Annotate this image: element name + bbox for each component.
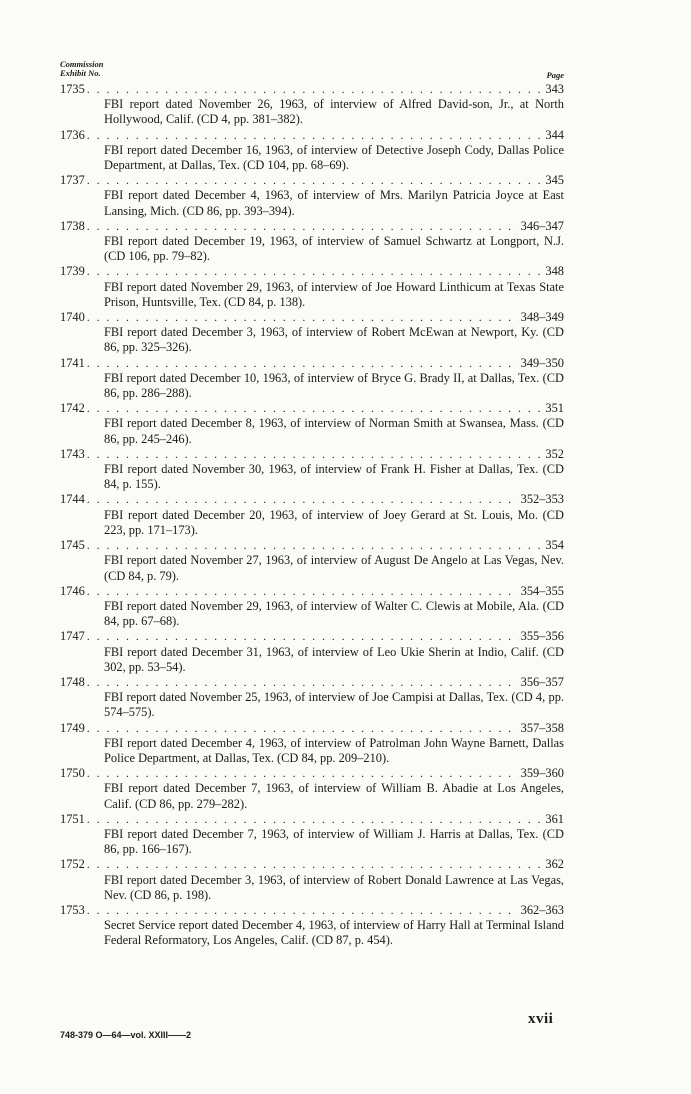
exhibit-number: 1738 xyxy=(60,218,85,233)
exhibit-entry xyxy=(60,857,564,903)
exhibit-number: 1739 xyxy=(60,264,85,279)
exhibit-description: FBI report dated December 8, 1963, of interview of Norman Smith at Swansea, Mass. (CD 86, pp. 245–246). xyxy=(104,416,564,446)
exhibit-number: 1748 xyxy=(60,674,85,689)
entry-leader-line xyxy=(60,629,564,644)
entry-leader-line xyxy=(60,128,564,143)
exhibit-description: Secret Service report dated December 4, 1963, of interview of Harry Hall at Terminal Island Federal Reformatory, Los Angeles, Calif. (CD 87, p. 454). xyxy=(104,918,564,948)
exhibit-number: 1744 xyxy=(60,492,85,507)
exhibit-entry xyxy=(60,173,564,219)
page-reference: 351 xyxy=(545,401,564,416)
page-reference: 357–358 xyxy=(520,720,564,735)
exhibit-number: 1751 xyxy=(60,811,85,826)
exhibit-number: 1740 xyxy=(60,310,85,325)
dot-leader xyxy=(87,629,519,644)
exhibit-description: FBI report dated December 7, 1963, of interview of William J. Harris at Dallas, Tex. (CD 86, pp. 166–167). xyxy=(104,826,564,857)
dot-leader xyxy=(87,538,544,553)
exhibit-entry xyxy=(60,128,564,174)
page-reference: 362 xyxy=(545,857,564,872)
page-reference: 345 xyxy=(545,173,564,188)
exhibit-description: FBI report dated November 26, 1963, of interview of Alfred David-son, Jr., at North Hollywood, Calif. (CD 4, pp. 381–382). xyxy=(104,97,564,127)
page-reference: 355–356 xyxy=(520,629,564,644)
exhibit-entry xyxy=(60,721,564,767)
entry-leader-line xyxy=(60,766,564,781)
dot-leader xyxy=(87,766,519,781)
exhibit-description: FBI report dated December 3, 1963, of interview of Robert McEwan at Newport, Ky. (CD 86, pp. 325–326). xyxy=(104,325,564,355)
exhibit-entry xyxy=(60,447,564,493)
dot-leader xyxy=(87,264,544,279)
exhibit-description: FBI report dated December 16, 1963, of interview of Detective Joseph Cody, Dallas Police Department, at Dallas, Tex. (CD 104, pp. 68–69). xyxy=(104,142,564,173)
exhibit-description: FBI report dated December 10, 1963, of interview of Bryce G. Brady II, at Dallas, Tex. (CD 86, pp. 286–288). xyxy=(104,370,564,401)
exhibit-number: 1747 xyxy=(60,629,85,644)
exhibit-number: 1743 xyxy=(60,446,85,461)
entry-leader-line xyxy=(60,219,564,234)
exhibit-description: FBI report dated November 25, 1963, of interview of Joe Campisi at Dallas, Tex. (CD 4, pp. 574–575). xyxy=(104,690,564,720)
dot-leader xyxy=(87,173,544,188)
exhibit-number: 1737 xyxy=(60,173,85,188)
entry-leader-line xyxy=(60,812,564,827)
exhibit-description: FBI report dated November 30, 1963, of interview of Frank H. Fisher at Dallas, Tex. (CD 84, p. 155). xyxy=(104,462,564,492)
exhibit-description: FBI report dated December 4, 1963, of interview of Mrs. Marilyn Patricia Joyce at East Lansing, Mich. (CD 86, pp. 393–394). xyxy=(104,188,564,218)
entry-leader-line xyxy=(60,173,564,188)
dot-leader xyxy=(87,82,544,97)
exhibit-entry xyxy=(60,492,564,538)
page-reference: 344 xyxy=(545,127,564,142)
dot-leader xyxy=(87,492,519,507)
dot-leader xyxy=(87,721,519,736)
entry-leader-line xyxy=(60,584,564,599)
exhibit-description: FBI report dated December 7, 1963, of interview of William B. Abadie at Los Angeles, Calif. (CD 86, pp. 279–282). xyxy=(104,781,564,811)
entry-leader-line xyxy=(60,721,564,736)
exhibit-entry xyxy=(60,219,564,265)
exhibit-entry xyxy=(60,538,564,584)
exhibit-number: 1741 xyxy=(60,355,85,370)
exhibit-description: FBI report dated November 29, 1963, of interview of Joe Howard Linthicum at Texas State Prison, Huntsville, Tex. (CD 84, p. 138). xyxy=(104,279,564,309)
page-reference: 343 xyxy=(545,82,564,96)
page-reference: 354–355 xyxy=(520,583,564,598)
entry-leader-line xyxy=(60,356,564,371)
exhibit-entry xyxy=(60,812,564,858)
exhibit-entry xyxy=(60,675,564,721)
exhibit-description: FBI report dated November 29, 1963, of interview of Walter C. Clewis at Mobile, Ala. (CD 84, pp. 67–68). xyxy=(104,598,564,629)
exhibit-entry xyxy=(60,264,564,310)
dot-leader xyxy=(87,857,544,872)
exhibit-number: 1750 xyxy=(60,766,85,781)
page-reference: 346–347 xyxy=(520,218,564,233)
entry-leader-line xyxy=(60,310,564,325)
exhibit-number: 1746 xyxy=(60,583,85,598)
page-column-heading: Page xyxy=(546,70,564,80)
exhibit-entry xyxy=(60,903,564,949)
exhibit-description: FBI report dated December 4, 1963, of interview of Patrolman John Wayne Barnett, Dallas Police Department, at Dallas, Tex. (CD 84, pp. 209–210). xyxy=(104,735,564,765)
exhibit-entry xyxy=(60,629,564,675)
dot-leader xyxy=(87,812,544,827)
page-reference: 348–349 xyxy=(520,310,564,325)
entry-leader-line xyxy=(60,264,564,279)
exhibit-number: 1742 xyxy=(60,401,85,416)
commission-exhibit-heading: Commission Exhibit No. xyxy=(60,59,104,78)
exhibit-number: 1752 xyxy=(60,857,85,872)
entry-leader-line xyxy=(60,82,564,97)
entry-leader-line xyxy=(60,538,564,553)
exhibit-description: FBI report dated November 27, 1963, of interview of August De Angelo at Las Vegas, Nev. (CD 84, p. 79). xyxy=(104,553,564,583)
exhibit-description: FBI report dated December 31, 1963, of interview of Leo Ukie Sherin at Indio, Calif. (CD 302, pp. 53–54). xyxy=(104,644,564,674)
exhibit-entry xyxy=(60,356,564,402)
page-reference: 359–360 xyxy=(520,766,564,781)
exhibit-entry xyxy=(60,82,564,128)
dot-leader xyxy=(87,447,544,462)
dot-leader xyxy=(87,219,519,234)
page-reference: 361 xyxy=(545,811,564,826)
print-code: 748-379 O—64—vol. XXIII——2 xyxy=(60,1030,192,1040)
page-reference: 348 xyxy=(545,264,564,279)
column-header xyxy=(60,60,564,82)
page-reference: 354 xyxy=(545,538,564,553)
entry-leader-line xyxy=(60,447,564,462)
exhibit-entry xyxy=(60,401,564,447)
page-reference: 352 xyxy=(545,446,564,461)
dot-leader xyxy=(87,675,519,690)
exhibit-number: 1745 xyxy=(60,538,85,553)
exhibit-list xyxy=(60,82,564,949)
exhibit-number: 1753 xyxy=(60,902,85,917)
dot-leader xyxy=(87,128,544,143)
dot-leader xyxy=(87,401,544,416)
exhibit-description: FBI report dated December 20, 1963, of interview of Joey Gerard at St. Louis, Mo. (CD 223, pp. 171–173). xyxy=(104,507,564,537)
exhibit-number: 1749 xyxy=(60,720,85,735)
page-reference: 362–363 xyxy=(520,902,564,917)
exhibit-entry xyxy=(60,766,564,812)
dot-leader xyxy=(87,310,519,325)
dot-leader xyxy=(87,903,519,918)
page-reference: 352–353 xyxy=(520,492,564,507)
exhibit-description: FBI report dated December 19, 1963, of interview of Samuel Schwartz at Longport, N.J. (CD 106, pp. 79–82). xyxy=(104,234,564,264)
page-reference: 356–357 xyxy=(520,674,564,689)
exhibit-number: 1736 xyxy=(60,127,85,142)
entry-leader-line xyxy=(60,675,564,690)
dot-leader xyxy=(87,584,519,599)
dot-leader xyxy=(87,356,519,371)
page-reference: 349–350 xyxy=(520,355,564,370)
exhibit-number: 1735 xyxy=(60,82,85,96)
exhibit-description: FBI report dated December 3, 1963, of interview of Robert Donald Lawrence at Las Vegas, Nev. (CD 86, p. 198). xyxy=(104,872,564,902)
entry-leader-line xyxy=(60,903,564,918)
entry-leader-line xyxy=(60,401,564,416)
exhibit-entry xyxy=(60,310,564,356)
roman-page-number: xvii xyxy=(528,1011,554,1027)
exhibit-entry xyxy=(60,584,564,630)
entry-leader-line xyxy=(60,492,564,507)
entry-leader-line xyxy=(60,857,564,872)
contents-page xyxy=(60,60,564,949)
